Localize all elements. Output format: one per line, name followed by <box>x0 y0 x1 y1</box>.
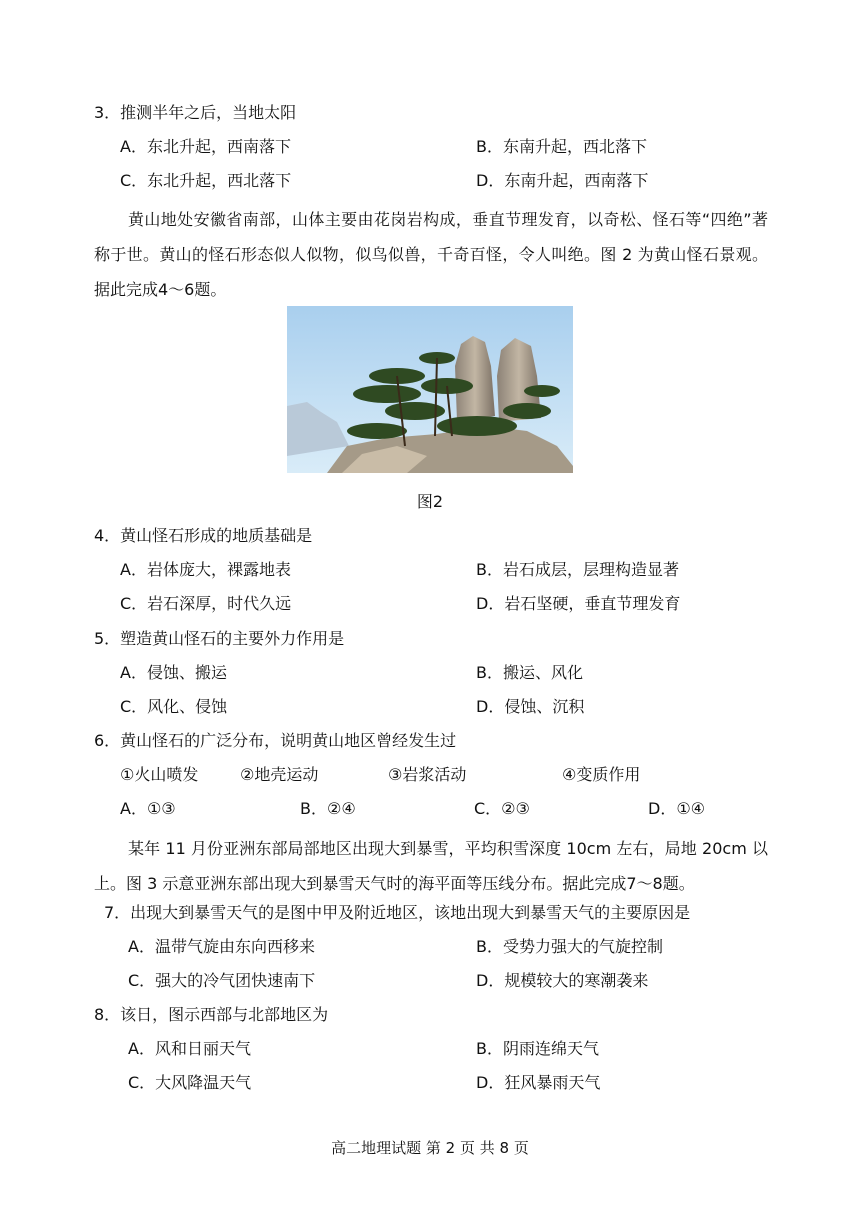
question-4-option-a: A．岩体庞大，裸露地表 <box>120 560 291 579</box>
question-4-stem: 4．黄山怪石形成的地质基础是 <box>94 526 313 545</box>
question-6-item-3: ③岩浆活动 <box>388 765 467 784</box>
question-6-item-1: ①火山喷发 <box>120 765 199 784</box>
question-5-option-b: B．搬运、风化 <box>476 663 583 682</box>
question-6-option-d: D．①④ <box>648 799 706 818</box>
question-4-option-b: B．岩石成层，层理构造显著 <box>476 560 679 579</box>
question-7-stem: 7．出现大到暴雪天气的是图中甲及附近地区，该地出现大到暴雪天气的主要原因是 <box>104 903 691 922</box>
passage-snowstorm: 某年 11 月份亚洲东部局部地区出现大到暴雪，平均积雪深度 10cm 左右，局地 20cm 以上。图 3 示意亚洲东部出现大到暴雪天气时的海平面等压线分布。据此完成7～8题。 <box>94 839 768 893</box>
question-7-option-a: A．温带气旋由东向西移来 <box>128 937 315 956</box>
question-8-stem: 8．该日，图示西部与北部地区为 <box>94 1005 329 1024</box>
question-6-option-b: B．②④ <box>300 799 356 818</box>
question-3-option-c: C．东北升起，西北落下 <box>120 171 292 190</box>
question-4-option-d: D．岩石坚硬，垂直节理发育 <box>476 594 681 613</box>
page-footer: 高二地理试题 第 2 页 共 8 页 <box>331 1139 529 1157</box>
question-6-item-2: ②地壳运动 <box>240 765 319 784</box>
question-3-stem: 3．推测半年之后，当地太阳 <box>94 103 297 122</box>
question-8-option-a: A．风和日丽天气 <box>128 1039 251 1058</box>
question-5-option-d: D．侵蚀、沉积 <box>476 697 585 716</box>
question-6-option-a: A．①③ <box>120 799 176 818</box>
question-7-option-c: C．强大的冷气团快速南下 <box>128 971 316 990</box>
question-3-option-d: D．东南升起，西南落下 <box>476 171 649 190</box>
passage-huangshan: 黄山地处安徽省南部，山体主要由花岗岩构成，垂直节理发育，以奇松、怪石等“四绝”著称于世。黄山的怪石形态似人似物，似鸟似兽，千奇百怪，令人叫绝。图 2 为黄山怪石景观。据此完成4～6题。 <box>94 210 768 299</box>
question-3-option-b: B．东南升起，西北落下 <box>476 137 647 156</box>
question-3-option-a: A．东北升起，西南落下 <box>120 137 291 156</box>
question-5-option-c: C．风化、侵蚀 <box>120 697 228 716</box>
question-7-option-d: D．规模较大的寒潮袭来 <box>476 971 649 990</box>
question-8-option-b: B．阴雨连绵天气 <box>476 1039 599 1058</box>
question-6-stem: 6．黄山怪石的广泛分布，说明黄山地区曾经发生过 <box>94 731 457 750</box>
question-8-option-d: D．狂风暴雨天气 <box>476 1073 601 1092</box>
huangshan-rock-photo <box>287 306 573 473</box>
question-8-option-c: C．大风降温天气 <box>128 1073 252 1092</box>
question-5-option-a: A．侵蚀、搬运 <box>120 663 227 682</box>
question-5-stem: 5．塑造黄山怪石的主要外力作用是 <box>94 629 345 648</box>
question-6-option-c: C．②③ <box>474 799 530 818</box>
question-7-option-b: B．受势力强大的气旋控制 <box>476 937 663 956</box>
question-4-option-c: C．岩石深厚，时代久远 <box>120 594 292 613</box>
question-6-item-4: ④变质作用 <box>562 765 641 784</box>
figure-2-caption: 图2 <box>416 492 444 511</box>
